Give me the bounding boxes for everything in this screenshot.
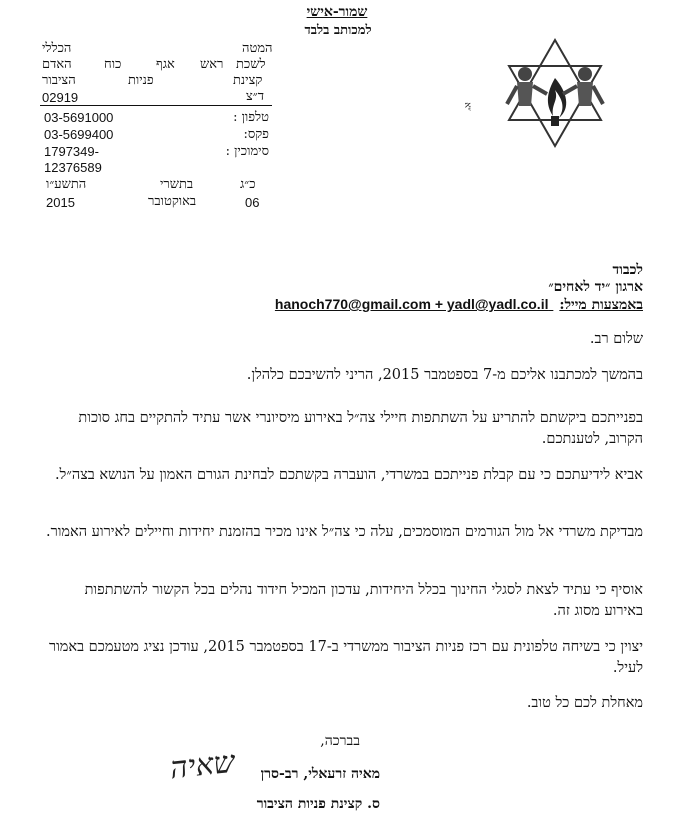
paragraph-2: בפנייתכם ביקשתם להתריע על השתתפות חיילי צה״ל באירוע מיסיונרי אשר עתיד להתקיים בחג סוכות הקרוב, לטענתכם. [78,410,643,447]
dept-text: המטה [242,41,273,56]
greg-date-day: 06 [245,195,260,210]
signer-name: מאיה זרעאלי, רב-סרן [260,766,380,782]
regards: בברכה, [320,733,360,749]
hebrew-date-day: כ״ג [240,177,256,192]
dept-text: פניות [128,73,154,88]
dept-text: כוח [104,57,122,72]
fax-label: פקס: [243,127,269,142]
recipient-org: ארגון ״יד לאחים״ [548,279,643,295]
reference-value-cont: 12376589 [44,160,102,175]
phone-label: טלפון : [233,110,269,125]
reference-value: 1797349- [44,144,99,159]
hebrew-date-month: בתשרי [160,177,194,192]
phone-value: 03-5691000 [44,110,114,125]
mailbox-label: ד״צ [246,89,265,104]
hebrew-date-year: התשע״ו [46,177,87,192]
fax-value: 03-5699400 [44,127,114,142]
recipient-emails: hanoch770@gmail.com + yadl@yadl.co.il [274,296,549,312]
mailbox-number: 02919 [42,90,79,105]
recipient-via-label: באמצעות מייל: [559,297,643,313]
paragraph-6: יצוין כי בשיחה טלפונית עם רכז פניות הציבור ממשרדי ב-17 בספטמבר 2015, עודכן נציג מטעמכם באמור לעיל. [48,639,643,676]
emblem-arc-text: ״א [461,102,474,112]
dept-text: אגף [156,57,175,72]
dept-text: הציבור [42,73,76,88]
dept-text: ראש [200,57,224,72]
paragraph-3: אביא לידיעתכם כי עם קבלת פנייתכם במשרדי, הועברה בקשתכם לבחינת הגורם האמון על הנושא בצה״ל. [54,467,643,483]
closing-line: מאחלת לכם כל טוב. [526,695,643,711]
classification-sublabel: למכותב בלבד [304,23,372,38]
recipient-email-row [275,296,643,314]
paragraph-1: בהמשך למכתבנו אליכם מ-7 בספטמבר 2015, הריני להשיבכם כלהלן. [246,367,643,383]
recipient-to: לכבוד [612,262,643,278]
svg-text:״אוציר אנשי מפגי ואגיש מבתחם א [455,34,473,112]
mailbox-row [40,90,272,106]
handwritten-signature: שאיה [168,744,237,787]
dept-text: קצינת [233,73,263,88]
star-of-david-emblem-icon [455,34,650,184]
greg-date-month: באוקטובר [148,194,197,209]
reference-label: סימוכין : [225,144,269,159]
paragraph-4: מבדיקת משרדי אל מול הגורמים המוסמכים, עלה כי צה״ל אינו מכיר בהזמנת יחידות וחיילים לאירוע האמור. [45,524,643,540]
dept-text: האדם [42,57,72,72]
dept-text: הכללי [42,41,72,56]
signer-title: ס. קצינת פניות הציבור [256,796,380,812]
greg-date-year: 2015 [46,195,75,210]
emblem [455,34,650,184]
classification-label: שמור-אישי [306,4,368,20]
dept-text: לשכת [236,57,266,72]
greeting: שלום רב. [589,331,643,347]
paragraph-5: אוסיף כי עתיד לצאת לסגלי החינוך בכלל היחידות, עדכון המכיל חידוד נהלים בכל הקשור להשתתפות באירוע מסוג זה. [84,582,643,619]
